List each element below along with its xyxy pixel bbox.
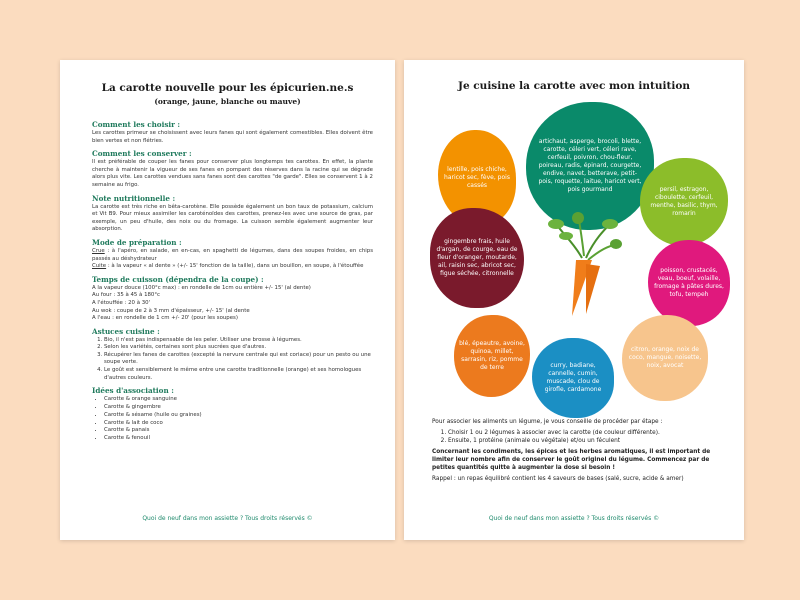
note-bold: Concernant les condiments, les épices et les herbes aromatiques, il est important de limiter leur nombre afin de conserver le goût originel du légume. Commencez par de petites quantités quitte à augmenter la dose si besoin ! (432, 449, 711, 471)
temps-line: A l'eau : en rondelle de 1 cm +/- 20' (pour les soupes) (92, 315, 238, 322)
section-heading: Idées d'association : (92, 386, 174, 396)
section-text: Les carottes primeur se choisissent avec leurs fanes qui sont également comestibles. Elles doivent être bien vertes et non flétries. (92, 130, 373, 144)
carrot-root-icon (586, 264, 600, 314)
blob-epices (430, 208, 524, 308)
section-choisir (92, 120, 373, 145)
page-title: La carotte nouvelle pour les épicurien.ne.s (101, 82, 354, 94)
list-item: 2. Selon les variétés, certaines sont plus sucrées que d'autres. (104, 344, 373, 352)
intro-text: Pour associer les aliments un légume, je vous conseille de procéder par étape : (432, 419, 663, 425)
list-item: 1. Bio, il n'est pas indispensable de les peler. Utiliser une brosse à légumes. (104, 337, 373, 345)
section-text: Il est préférable de couper les fanes pour conserver plus longtemps tes carottes. En effet, la plante cherche à maintenir la vigueur de ses fanes en pompant des réserves dans la racine qui se dégrade alors plus vite. Les carottes vendues sans fanes sont des carottes "de garde". Elles se conservent 1 à 2 semaine au frigo. (92, 159, 373, 188)
steps-list (432, 429, 724, 445)
right-page (404, 60, 744, 540)
page-title: Je cuisine la carotte avec mon intuition (457, 80, 690, 92)
section-heading: Mode de préparation : (92, 237, 182, 247)
temps-line: Au four : 35 à 45 à 180°c (92, 292, 161, 299)
list-item: • Carotte & lait de coco (104, 420, 373, 428)
section-nutrition (92, 194, 373, 234)
blob-text: persil, estragon, ciboulette, cerfeuil, menthe, basilic, thym, romarin (650, 186, 718, 217)
blob-herbes (640, 158, 728, 246)
section-text: La carotte est très riche en bêta-carotène. Elle possède également un bon taux de potassium, calcium et Vit B9. Pour mieux assimiler les caroténoïdes des carottes, prenez-les avec une source de gras, par exemple, un peu d'huile, des noix ou du fromage. La cuisson semble également augmenter leur absorption. (92, 203, 373, 233)
temps-line: A la vapeur douce (100°c max) : en rondelle de 1cm ou entière +/- 15' (al dente) (92, 284, 311, 291)
page-subtitle: (orange, jaune, blanche ou mauve) (154, 97, 301, 106)
crue-text: : à l'apéro, en salade, en en-cas, en spaghetti de légumes, dans des soupes froides, en chips passés au déshydrateur (92, 247, 373, 262)
list-item: 4. Le goût est sensiblement le même entre une carotte traditionnelle (orange) et ses homologues d'autres couleurs. (104, 367, 373, 382)
left-page (60, 60, 395, 540)
mode-crue (92, 248, 373, 263)
list-item: • Carotte & panais (104, 427, 373, 435)
list-item: • Carotte & fenouil (104, 435, 373, 443)
cuite-label: Cuite (92, 263, 107, 270)
carrot-illustration (542, 210, 622, 320)
list-item: 3. Récupérer les fanes de carottes (excepté la nervure centrale qui est coriace) pour un pesto ou une soupe verte. (104, 352, 373, 367)
section-heading: Astuces cuisine : (92, 326, 160, 336)
cuite-text: : à la vapeur « al dente » (+/- 15' fonction de la taille), dans un bouillon, en soupe, à l'étouffée (106, 263, 364, 270)
blob-cereales (454, 315, 530, 397)
idees-list (92, 396, 373, 443)
section-conserver (92, 149, 373, 189)
blob-text: blé, épeautre, avoine, quinoa, millet, sarrasin, riz, pomme de terre (459, 340, 525, 371)
list-item: • Carotte & orange sanguine (104, 396, 373, 404)
section-mode (92, 238, 373, 271)
carrot-leaves-icon (548, 212, 622, 260)
blob-text: artichaut, asperge, brocoli, blette, carotte, céleri vert, céleri rave, cerfeuil, poivron, chou-fleur, poireau, radis, épinard, courgette, endive, navet, betterave, petit-pois, roquette, laitue, haricot vert, pois gourmand (538, 138, 642, 193)
section-temps (92, 275, 373, 323)
section-heading: Comment les choisir : (92, 120, 181, 129)
blob-text: poisson, crustacés, veau, boeuf, volaille, fromage à pâtes dures, tofu, tempeh (654, 267, 724, 298)
mode-cuite (92, 263, 373, 271)
list-item: • Carotte & sésame (huile ou graines) (104, 412, 373, 420)
section-heading: Comment les conserver : (92, 149, 192, 159)
page-footer: Quoi de neuf dans mon assiette ? Tous droits réservés © (142, 515, 313, 522)
blob-proteines (648, 240, 730, 326)
blob-text: lentille, pois chiche, haricot sec, fève, pois cassés (444, 166, 510, 189)
rappel-text: Rappel : un repas équilibré contient les 4 saveurs de bases (salé, sucre, acide & amer) (432, 476, 684, 482)
crue-label: Crue (92, 247, 105, 254)
blob-saveurs (532, 338, 614, 418)
section-idees (92, 386, 373, 443)
astuces-list (92, 337, 373, 383)
page-footer: Quoi de neuf dans mon assiette ? Tous droits réservés © (488, 515, 660, 522)
list-item: 1. Choisir 1 ou 2 légumes à associer avec la carotte (de couleur différente). (448, 429, 724, 437)
section-heading: Temps de cuisson (dépendra de la coupe) : (92, 274, 264, 284)
list-item: • Carotte & gingembre (104, 404, 373, 412)
blob-text: citron, orange, noix de coco, mangue, noisette, noix, avocat (628, 346, 702, 369)
blob-text: gingembre frais, huile d'argan, de courge, eau de fleur d'oranger, moutarde, ail, raisin sec, abricot sec, figue séchée, citronnelle (436, 238, 518, 277)
section-astuces (92, 327, 373, 383)
right-text (432, 418, 724, 486)
list-item: 2. Ensuite, 1 protéine (animale ou végétale) et/ou un féculent (448, 437, 724, 445)
temps-line: A l'étouffée : 20 à 30' (92, 299, 151, 306)
temps-line: Au wok : coupe de 2 à 3 mm d'épaisseur, +/- 15' (al dente (92, 307, 250, 314)
blob-text: curry, badiane, cannelle, cumin, muscade, clou de girofle, cardamone (544, 362, 602, 393)
blob-fruits (622, 315, 708, 401)
left-body (92, 120, 373, 447)
section-heading: Note nutritionnelle : (92, 193, 176, 203)
